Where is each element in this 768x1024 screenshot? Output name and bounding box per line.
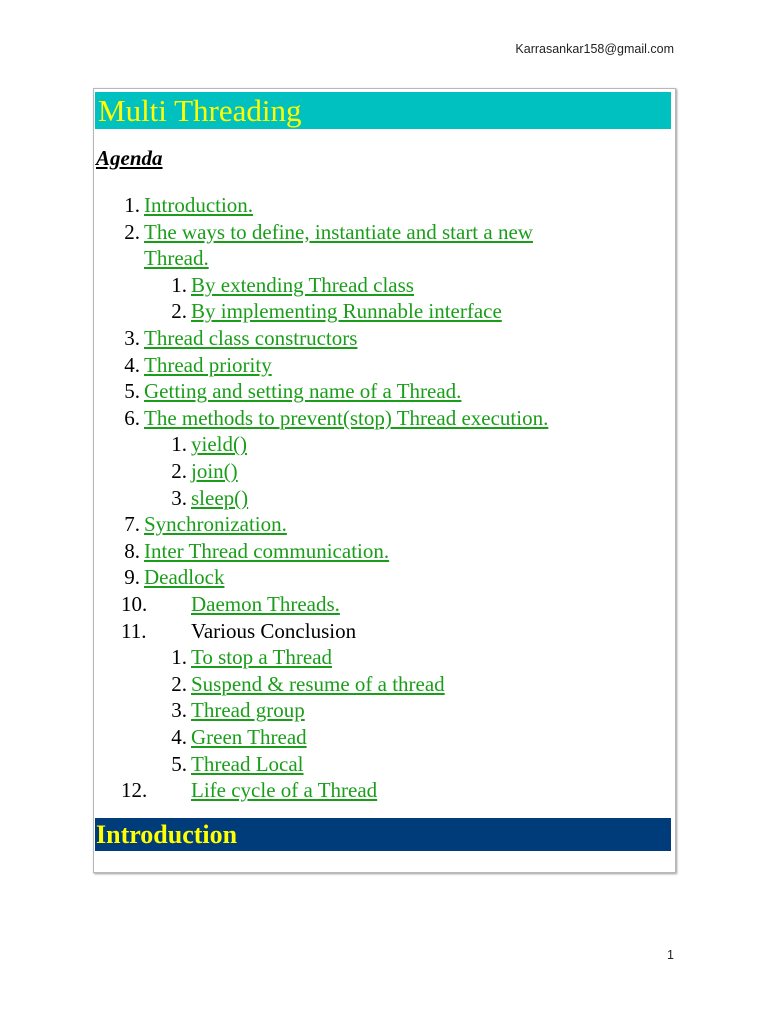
toc-item-link[interactable]: Thread Local — [191, 751, 304, 776]
toc-item-number: 1. — [171, 272, 187, 297]
toc-item-number: 6. — [124, 405, 140, 430]
toc-item-link[interactable]: Thread group — [191, 698, 305, 723]
toc-item-number: 1. — [171, 645, 187, 670]
section-heading: Introduction — [96, 820, 238, 849]
document-title: Multi Threading — [98, 93, 302, 128]
toc-item-number: 3. — [171, 485, 187, 510]
toc-item-link[interactable]: The ways to define, instantiate and start a new — [144, 219, 533, 244]
toc-item-number: 3. — [124, 326, 140, 350]
toc-item-number: 7. — [124, 512, 140, 537]
toc-item-link[interactable]: By implementing Runnable interface — [191, 299, 502, 324]
toc-item-number: 4. — [124, 352, 140, 377]
title-banner — [95, 92, 671, 129]
toc-item-link[interactable]: The methods to prevent(stop) Thread execution. — [144, 405, 549, 430]
toc-item-link[interactable]: Thread class constructors — [144, 326, 358, 350]
toc-item-number: 2. — [171, 671, 187, 696]
toc-item-link[interactable]: Daemon Threads. — [191, 592, 340, 616]
toc-item-link[interactable]: Synchronization. — [144, 512, 287, 537]
toc-item-link[interactable]: Getting and setting name of a Thread. — [144, 379, 462, 404]
toc-item-number: 5. — [171, 751, 187, 776]
toc-item-number: 8. — [124, 538, 140, 563]
toc-item-number: 12. — [121, 778, 148, 803]
toc-item-link[interactable]: By extending Thread class — [191, 272, 414, 297]
agenda-heading: Agenda — [96, 146, 163, 170]
toc-item-number: 2. — [171, 299, 187, 324]
toc-item-link[interactable]: sleep() — [191, 485, 249, 510]
toc-item-number: 2. — [171, 459, 187, 483]
toc-item-number: 3. — [171, 698, 187, 723]
toc-item-number: 2. — [124, 219, 140, 244]
toc-item-number: 1. — [171, 432, 187, 457]
toc-item-link[interactable]: Thread priority — [144, 352, 272, 377]
toc-item-number: 10. — [121, 592, 148, 616]
author-email: Karrasankar158@gmail.com — [515, 42, 674, 56]
toc-item-link[interactable]: Life cycle of a Thread — [191, 778, 378, 803]
toc-item-number: 5. — [124, 379, 140, 404]
toc-item-label: Various Conclusion — [191, 618, 357, 643]
page-number: 1 — [667, 948, 674, 962]
toc-item-number: 11. — [121, 618, 147, 643]
toc-item-link[interactable]: Green Thread — [191, 725, 307, 749]
toc-item-number: 4. — [171, 725, 187, 749]
toc-item-link[interactable]: Suspend & resume of a thread — [191, 671, 445, 696]
toc-item-link[interactable]: join() — [191, 459, 238, 483]
toc-item-link[interactable]: Thread. — [144, 246, 209, 271]
toc-item-link[interactable]: Introduction. — [144, 193, 254, 217]
toc-item-number: 9. — [124, 565, 140, 590]
toc-item-link[interactable]: To stop a Thread — [191, 645, 333, 670]
toc-item-number: 1. — [124, 193, 140, 217]
toc-item-link[interactable]: Inter Thread communication. — [144, 538, 390, 563]
introduction-banner — [95, 818, 671, 851]
toc-item-link[interactable]: yield() — [191, 432, 247, 457]
toc-item-link[interactable]: Deadlock — [144, 565, 225, 590]
